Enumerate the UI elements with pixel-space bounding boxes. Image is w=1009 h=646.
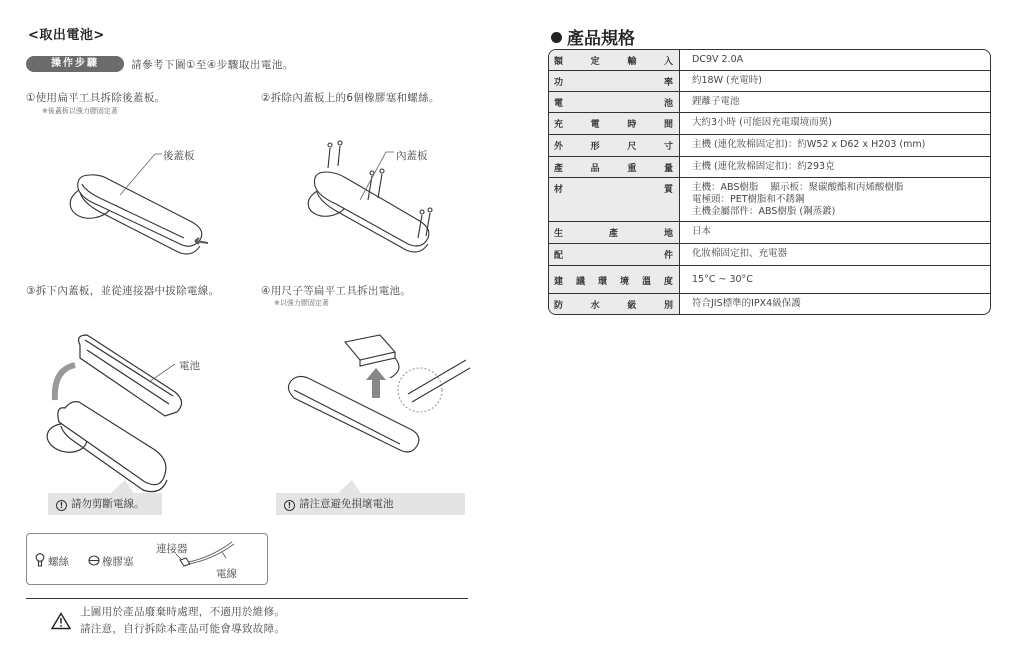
- spec-key: [549, 71, 680, 91]
- spec-value-line: 主機金屬部件：ABS樹脂 (鋼蒸鍍): [692, 206, 836, 217]
- back-cover-label: 後蓋板: [163, 150, 195, 162]
- rubber-plug-icon: [88, 555, 100, 566]
- spec-key: [549, 222, 680, 243]
- warning-callout-3: [48, 493, 162, 515]
- spec-value: [680, 244, 990, 265]
- spec-key-char: 量: [663, 164, 673, 174]
- spec-key-char: 材: [554, 185, 564, 195]
- spec-value: [680, 178, 990, 221]
- spec-key: [549, 92, 680, 112]
- spec-value: [680, 135, 990, 156]
- spec-value: [680, 222, 990, 243]
- spec-title-text: 產品規格: [567, 29, 635, 49]
- spec-key-char: 品: [590, 164, 600, 174]
- spec-row: [549, 177, 990, 221]
- spec-key-char: 率: [663, 78, 673, 88]
- spec-row: [549, 243, 990, 265]
- spec-key-char: 外: [554, 142, 564, 152]
- spec-row: [549, 156, 990, 177]
- spec-key-char: 質: [663, 185, 673, 195]
- spec-row: [549, 112, 990, 134]
- spec-key-char: 重: [627, 164, 637, 174]
- spec-key-char: 入: [663, 57, 673, 67]
- screw-label: 螺絲: [48, 556, 69, 568]
- spec-key-char: 溫: [641, 277, 651, 287]
- spec-key-char: 水: [590, 301, 600, 311]
- spec-key-char: 別: [663, 301, 673, 311]
- spec-key: [549, 294, 680, 314]
- device-back-cover-illustration: [60, 140, 230, 260]
- wire-label: 電線: [216, 568, 237, 580]
- steps-badge: 操作步驟: [26, 56, 124, 72]
- spec-value: [680, 113, 990, 134]
- rubber-plug-label: 橡膠塞: [102, 556, 134, 568]
- footer-warning-line-2: 請注意，自行拆除本產品可能會導致故障。: [80, 623, 286, 635]
- spec-key-char: 電: [554, 99, 564, 109]
- spec-key-char: 生: [554, 229, 564, 239]
- spec-key-char: 尺: [627, 142, 637, 152]
- spec-key-char: 定: [590, 57, 600, 67]
- spec-key-char: 境: [619, 277, 629, 287]
- spec-value: [680, 294, 990, 314]
- spec-row: [549, 91, 990, 112]
- spec-key-char: 功: [554, 78, 564, 88]
- warning-callout-4: [276, 493, 465, 515]
- spec-key-char: 輸: [627, 57, 637, 67]
- spec-key-char: 件: [663, 251, 673, 261]
- spec-key-char: 池: [663, 99, 673, 109]
- screw-icon: [34, 553, 46, 567]
- spec-key: [549, 113, 680, 134]
- spec-key: [549, 266, 680, 293]
- exclamation-circle-icon: !: [56, 500, 67, 511]
- step-3-text: ③拆下內蓋板，並從連接器中拔除電線。: [26, 285, 220, 297]
- spec-key-char: 級: [627, 301, 637, 311]
- spec-key-char: 時: [627, 120, 637, 130]
- spec-row: [549, 265, 990, 293]
- spec-key-char: 形: [590, 142, 600, 152]
- spec-value-line: 約18W (充電時): [692, 75, 762, 86]
- spec-row: [549, 293, 990, 314]
- spec-value-line: 大約3小時 (可能因充電環境而異): [692, 117, 832, 128]
- warning-text-3: 請勿剪斷電線。: [71, 498, 145, 510]
- spec-value-line: 符合JIS標準的IPX4級保護: [692, 298, 801, 309]
- spec-value-line: 電極頭：PET樹脂和不銹鋼: [692, 194, 805, 205]
- spec-key: [549, 244, 680, 265]
- spec-value-line: 化妝棉固定扣、充電器: [692, 248, 788, 259]
- step-4-note: ※以強力膠固定著: [274, 299, 329, 307]
- spec-row: [549, 70, 990, 91]
- spec-value-line: 鋰離子電池: [692, 96, 740, 107]
- spec-row: [549, 134, 990, 156]
- spec-value-line: DC9V 2.0A: [692, 54, 744, 65]
- spec-key-char: 建: [554, 277, 564, 287]
- step-2-text: ②拆除內蓋板上的6個橡膠塞和螺絲。: [261, 92, 440, 104]
- spec-row: [549, 221, 990, 243]
- spec-value: [680, 157, 990, 177]
- spec-key-char: 配: [554, 251, 564, 261]
- spec-key-char: 度: [663, 277, 673, 287]
- spec-key-char: 電: [590, 120, 600, 130]
- device-open-battery-illustration: [45, 330, 195, 500]
- spec-key-char: 防: [554, 301, 564, 311]
- spec-value-line: 主機：ABS樹脂 顯示板：聚碳酸酯和丙烯酸樹脂: [692, 182, 904, 193]
- spec-key-char: 產: [554, 164, 564, 174]
- spec-key-char: 充: [554, 120, 564, 130]
- spec-key-char: 間: [663, 120, 673, 130]
- bullet-icon: [551, 32, 562, 43]
- warning-text-4: 請注意避免損壞電池: [299, 498, 394, 510]
- spec-value-line: 主機 (連化妝棉固定扣)：約W52 x D62 x H203 (mm): [692, 139, 926, 150]
- warning-triangle-icon: [51, 612, 71, 630]
- footer-warning: [80, 604, 285, 638]
- intro-text: 請參考下圖①至④步驟取出電池。: [131, 59, 294, 71]
- divider: [26, 598, 468, 599]
- spec-title: [551, 24, 635, 49]
- footer-warning-line-1: 上圖用於產品廢棄時處理，不適用於維修。: [80, 606, 286, 618]
- section-title: <取出電池>: [28, 28, 105, 43]
- inner-cover-label: 內蓋板: [396, 150, 428, 162]
- spec-key: [549, 157, 680, 177]
- spec-key-char: 額: [554, 57, 564, 67]
- spec-key-char: 地: [663, 229, 673, 239]
- connector-label: 連接器: [156, 543, 188, 555]
- step-1-text: ①使用扁平工具拆除後蓋板。: [26, 92, 166, 104]
- exclamation-circle-icon: !: [284, 500, 295, 511]
- spec-value-line: 15°C ~ 30°C: [692, 274, 753, 285]
- spec-value: [680, 50, 990, 70]
- spec-value: [680, 71, 990, 91]
- spec-table: [548, 49, 991, 315]
- spec-key: [549, 50, 680, 70]
- spec-key: [549, 135, 680, 156]
- spec-value-line: 日本: [692, 226, 712, 237]
- battery-removal-illustration: [280, 330, 470, 470]
- spec-key-char: 環: [597, 277, 607, 287]
- spec-key-char: 寸: [663, 142, 673, 152]
- spec-value-line: 主機 (連化妝棉固定扣)：約293克: [692, 161, 835, 172]
- step-1-note: ※後蓋板以強力膠固定著: [42, 107, 118, 115]
- spec-value: [680, 266, 990, 293]
- spec-value: [680, 92, 990, 112]
- step-4-text: ④用尺子等扁平工具拆出電池。: [261, 285, 412, 297]
- battery-label: 電池: [179, 360, 200, 372]
- spec-key: [549, 178, 680, 221]
- spec-key-char: 議: [575, 277, 585, 287]
- spec-key-char: 產: [608, 229, 618, 239]
- spec-row: [549, 50, 990, 70]
